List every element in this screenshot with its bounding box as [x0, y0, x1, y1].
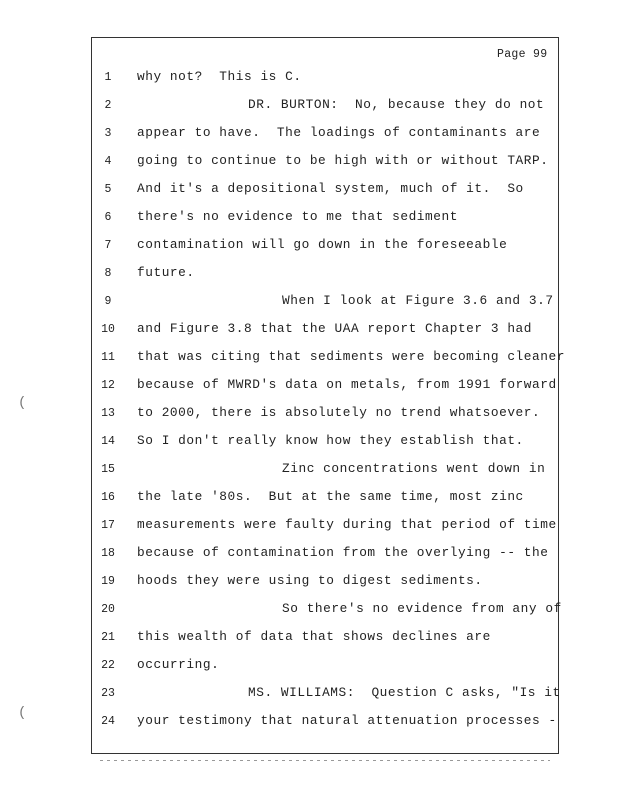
transcript-line: So I don't really know how they establish that.: [137, 433, 524, 448]
transcript-line: So there's no evidence from any of: [282, 601, 562, 616]
transcript-page-frame: [91, 37, 559, 754]
transcript-line: why not? This is C.: [137, 69, 302, 84]
line-number: 13: [101, 407, 115, 420]
line-number: 24: [101, 715, 115, 728]
transcript-line: measurements were faulty during that period of time: [137, 517, 557, 532]
line-number: 3: [104, 127, 112, 140]
line-number: 4: [104, 155, 112, 168]
transcript-line: that was citing that sediments were becoming cleaner: [137, 349, 565, 364]
transcript-line: your testimony that natural attenuation processes -: [137, 713, 557, 728]
transcript-line: When I look at Figure 3.6 and 3.7: [282, 293, 554, 308]
transcript-line: this wealth of data that shows declines are: [137, 629, 491, 644]
transcript-line: going to continue to be high with or without TARP.: [137, 153, 549, 168]
line-number: 22: [101, 659, 115, 672]
transcript-line: contamination will go down in the foreseeable: [137, 237, 508, 252]
margin-bracket-mark: (: [18, 395, 27, 411]
page-number: Page 99: [497, 48, 548, 61]
transcript-line: occurring.: [137, 657, 220, 672]
line-number: 9: [104, 295, 112, 308]
line-number: 15: [101, 463, 115, 476]
transcript-line: there's no evidence to me that sediment: [137, 209, 458, 224]
transcript-line: the late '80s. But at the same time, most zinc: [137, 489, 524, 504]
line-number: 10: [101, 323, 115, 336]
line-number: 8: [104, 267, 112, 280]
line-number: 20: [101, 603, 115, 616]
transcript-line: because of contamination from the overlying -- the: [137, 545, 549, 560]
line-number: 23: [101, 687, 115, 700]
transcript-line: Zinc concentrations went down in: [282, 461, 546, 476]
margin-bracket-mark: (: [18, 705, 27, 721]
transcript-line: because of MWRD's data on metals, from 1991 forward: [137, 377, 557, 392]
line-number: 5: [104, 183, 112, 196]
transcript-line: appear to have. The loadings of contaminants are: [137, 125, 541, 140]
line-number: 21: [101, 631, 115, 644]
line-number: 17: [101, 519, 115, 532]
transcript-line: And it's a depositional system, much of it. So: [137, 181, 524, 196]
transcript-line: DR. BURTON: No, because they do not: [248, 97, 545, 112]
transcript-line: future.: [137, 265, 195, 280]
line-number: 19: [101, 575, 115, 588]
line-number: 16: [101, 491, 115, 504]
line-number: 14: [101, 435, 115, 448]
line-number: 1: [104, 71, 112, 84]
transcript-line: to 2000, there is absolutely no trend whatsoever.: [137, 405, 541, 420]
scan-artifact-divider: [100, 760, 550, 761]
line-number: 2: [104, 99, 112, 112]
line-number: 18: [101, 547, 115, 560]
line-number: 12: [101, 379, 115, 392]
line-number: 7: [104, 239, 112, 252]
transcript-line: and Figure 3.8 that the UAA report Chapter 3 had: [137, 321, 533, 336]
line-number: 11: [101, 351, 115, 364]
line-number: 6: [104, 211, 112, 224]
transcript-line: hoods they were using to digest sediments.: [137, 573, 483, 588]
transcript-line: MS. WILLIAMS: Question C asks, "Is it: [248, 685, 561, 700]
